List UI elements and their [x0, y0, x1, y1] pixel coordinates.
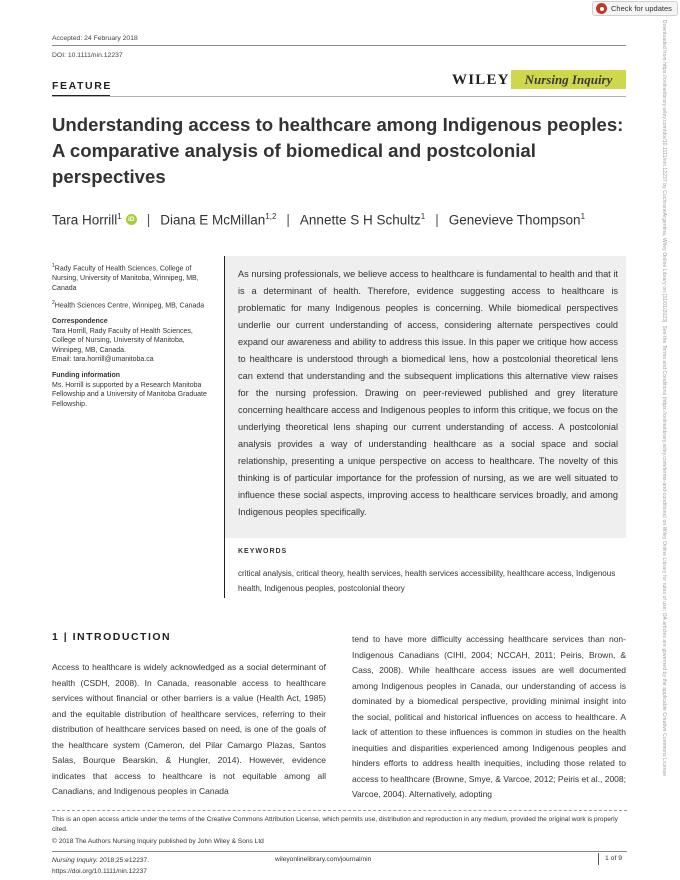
introduction-heading: 1 | INTRODUCTION [52, 631, 172, 643]
body-column-right: tend to have more difficulty accessing healthcare services than non-Indigenous Canadians (CIHI, 2004; NCCAH, 2011; Peiris, Brown, & Cass, 2008). While healthcare access issues are well documented among Indigenous peoples in Canada, our understanding of access is dominated by a biomedical perspective, providing minimal insight into the social, political and historical influences on access to healthcare. A lack of attention to these influences is common in studies on the health inequities and disparities experienced among Indigenous peoples and hinders efforts to address health inequities, including those related to access to healthcare (Browne, Smye, & Varcoe, 2012; Peiris et al., 2008; Varcoe, 2004). Alternatively, adopting [352, 634, 626, 799]
journal-url[interactable]: wileyonlinelibrary.com/journal/nin [275, 856, 372, 863]
article-title: Understanding access to healthcare among Indigenous peoples: A comparative analysis of biomedical and postcolonial perspectives [52, 114, 624, 187]
footer-divider-bottom [52, 851, 627, 852]
author-separator: | [435, 212, 439, 228]
abstract-text: As nursing professionals, we believe access to healthcare is fundamental to health and that it is a determinant of health. Therefore, evidence suggesting access to healthcare is problematic for many Indigenous peoples is concerning. While biomedical perspectives underlie our current understanding of access, considering alternate perspectives could expand our awareness and ability to address this issue. In this paper we critique how access to healthcare is understood through a biomedical lens, how a postcolonial theoretical lens can extend that understanding and the subsequent implications this alternative view raises for the nursing profession. Drawing on peer-reviewed published and grey literature concerning healthcare access and Indigenous peoples to inform this critique, we focus on the underlying theoretical lens shaping our current understanding of access. A postcolonial analysis provides a way of understanding healthcare as a social space and social relationship, presenting a unique perspective on access to healthcare. The novelty of this thinking is of particular importance for the profession of nursing, as we are well situated to influence these social aspects, improving access to healthcare services broadly, and among Indigenous peoples specifically. [238, 269, 618, 517]
orcid-icon[interactable]: iD [126, 214, 137, 225]
check-for-updates-label: Check for updates [611, 4, 672, 13]
download-notice-strip [661, 20, 671, 865]
correspondence-address: Tara Horrill, Rady Faculty of Health Sciences, College of Nursing, University of Manitoba, Winnipeg, MB, Canada. [52, 327, 193, 354]
keywords-text: critical analysis, critical theory, health services, health services accessibility, healthcare access, Indigenous health, Indigenous peoples, postcolonial theory [238, 569, 616, 593]
funding-heading: Funding information [52, 372, 121, 379]
correspondence [52, 317, 214, 365]
correspondence-heading: Correspondence [52, 318, 108, 326]
author-list [52, 212, 585, 228]
journal-badge: Nursing Inquiry [511, 70, 626, 89]
affiliation: $^1$Rady Faculty of Health Sciences, College of Nursing, University of Manitoba, Winnipeg, MB, Canada [52, 263, 199, 292]
author-separator: | [146, 212, 151, 228]
doi-header: DOI: 10.1111/nin.12237 [52, 52, 123, 59]
header-divider [52, 96, 626, 97]
check-for-updates-button[interactable] [592, 1, 678, 16]
citation: Nursing Inquiry. 2018;25:e12237. https://doi.org/10.1111/nin.12237 [52, 857, 150, 875]
footer-divider [52, 810, 627, 811]
publisher-logo: WILEY [452, 72, 510, 88]
author-name[interactable]: Genevieve Thompson$^1$ [448, 212, 586, 228]
top-divider [52, 45, 626, 46]
crossmark-icon [596, 3, 607, 14]
section-label: FEATURE [52, 80, 113, 92]
author-name[interactable]: Annette S H Schultz$^1$ [299, 212, 426, 228]
page-number: 1 of 9 [598, 853, 622, 865]
body-column-left: Access to healthcare is widely acknowledged as a social determinant of health (CSDH, 2008). In Canada, reasonable access to healthcare services without financial or other barriers is a value (Health Act, 1985) and the equitable distribution of healthcare services, referring to their distribution of healthcare services based on need, is one of the goals of the healthcare system (Cameron, del Pilar Camargo Plazas, Santos Salas, Bourque Bearskin, & Hungler, 2014). However, evidence indicates that access to healthcare is not equitable among all Canadians, and Indigenous peoples in Canada [52, 662, 326, 796]
funding-text: Ms. Horrill is supported by a Research Manitoba Fellowship and a University of Manitoba Graduate Fellowship. [52, 381, 207, 408]
article-info-sidebar [52, 262, 214, 415]
affiliation: $^2$Health Sciences Centre, Winnipeg, MB, Canada [52, 300, 205, 310]
author-name[interactable]: Diana E McMillan$^{1,2}$ [160, 212, 277, 228]
download-notice-text: Downloaded from https://onlinelibrary.wiley.com/doi/10.1111/nin.12237 by CochraneArgentina, Wiley Online Library on [31/01/2023]. See the Terms and Conditions (https://onlinelibrary.wiley.com/terms-and-conditions) on Wiley Online Library for rules of use; OA articles are governed by the applicable Creative Commons License [661, 20, 667, 777]
abstract-section [224, 256, 626, 598]
keywords-heading: KEYWORDS [238, 548, 288, 555]
license-notice: This is an open access article under the terms of the Creative Commons Attribution License, which permits use, distribution and reproduction in any medium, provided the original work is properly cited. [52, 816, 618, 833]
correspondence-email[interactable]: Email: tara.horrill@umanitoba.ca [52, 356, 154, 364]
copyright-notice: © 2018 The Authors Nursing Inquiry published by John Wiley & Sons Ltd [52, 838, 264, 845]
author-separator: | [286, 212, 290, 228]
author-name[interactable]: Tara Horrill$^1$ [52, 212, 122, 228]
journal-citation-name: Nursing Inquiry. [52, 857, 98, 864]
funding [52, 371, 214, 409]
accepted-date: Accepted: 24 February 2018 [52, 35, 138, 42]
doi-link[interactable]: https://doi.org/10.1111/nin.12237 [52, 867, 147, 875]
